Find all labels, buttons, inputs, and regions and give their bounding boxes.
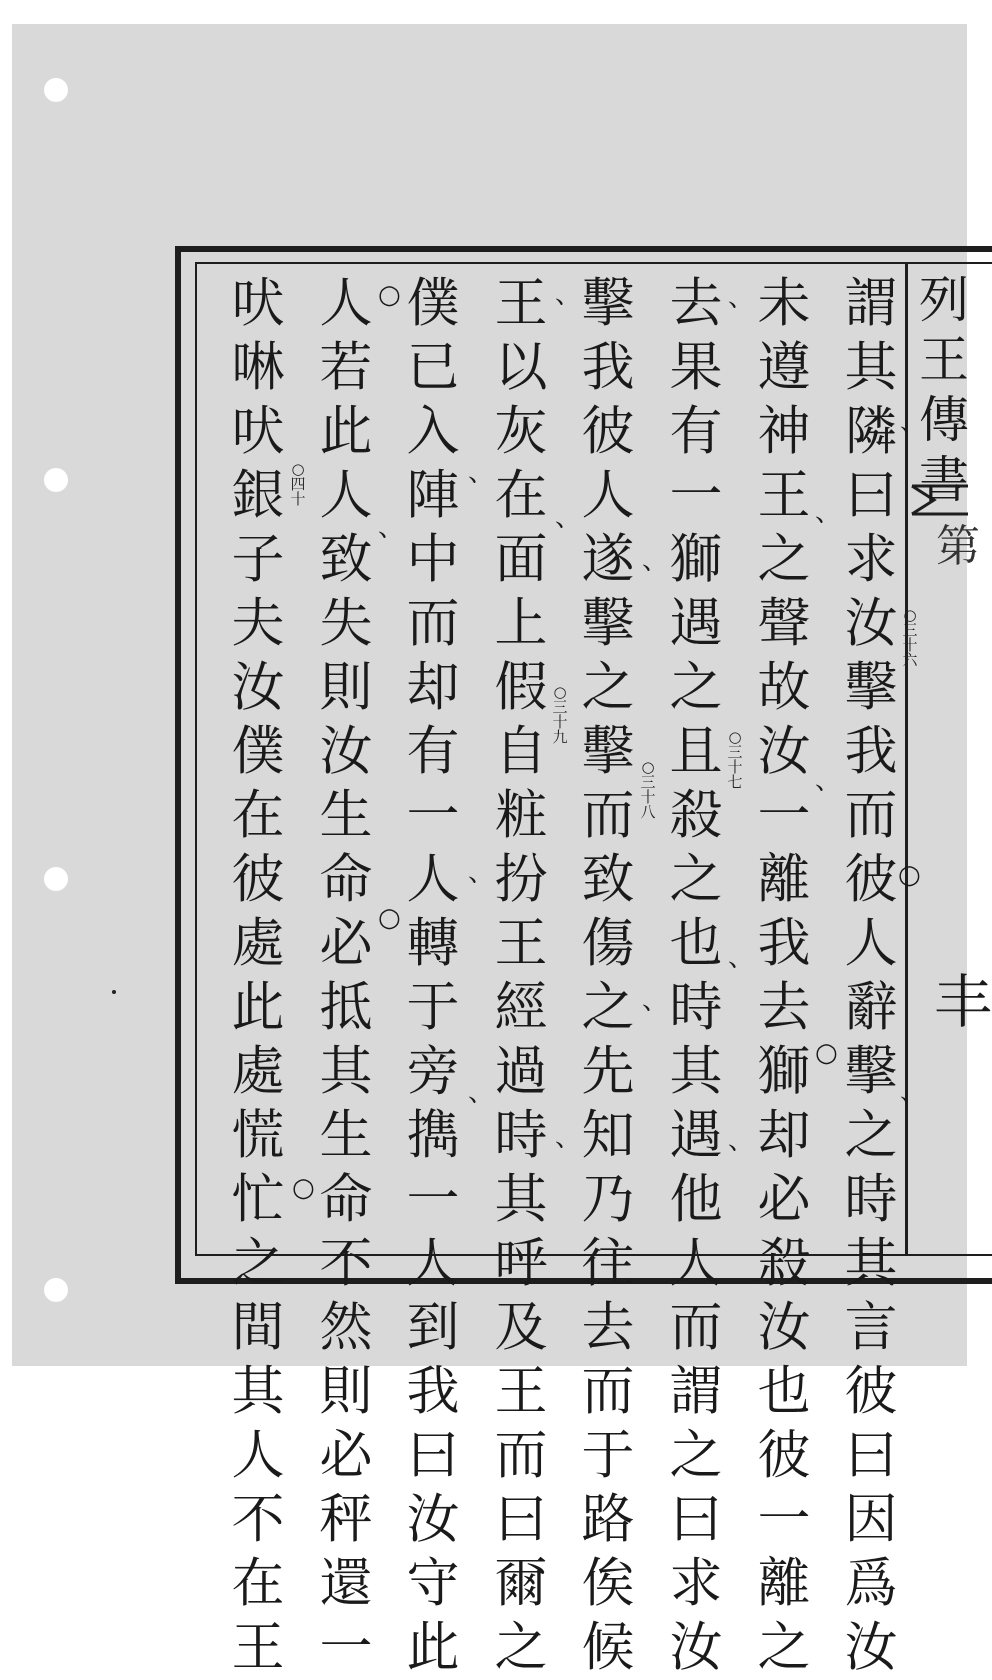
punctuation-circle: ○ xyxy=(898,860,921,890)
binder-hole xyxy=(44,1278,68,1302)
verse-number: ○三十六 xyxy=(902,606,918,669)
text-column: 擊我彼人遂擊之擊而致傷之先知乃往去而于路俟候 xyxy=(581,273,635,1678)
punctuation-dot: 、 xyxy=(642,546,669,576)
punctuation-circle: ○ xyxy=(378,280,401,310)
text-column: 王以灰在面上假自粧扮王經過時其呼及王而曰爾之 xyxy=(494,273,548,1678)
punctuation-dot: 、 xyxy=(728,1126,755,1156)
text-column: 僕已入陣中而却有一人轉于旁擕一人到我曰汝守此 xyxy=(406,273,460,1678)
punctuation-dot: 、 xyxy=(468,1078,495,1108)
punctuation-circle: ○ xyxy=(292,1173,315,1203)
text-column: 未遵神王之聲故汝一離我去獅却必殺汝也彼一離之 xyxy=(757,273,811,1678)
punctuation-circle: ○ xyxy=(378,903,401,933)
verse-number: ○三十八 xyxy=(640,758,656,821)
verse-number: ○四十 xyxy=(290,460,306,508)
page-number-fragment: 丰 xyxy=(934,968,992,1036)
binder-hole xyxy=(44,468,68,492)
text-column: 人若此人致失則汝生命必抵其生命不然則必秤還一 xyxy=(319,273,373,1678)
punctuation-dot: 、 xyxy=(728,943,755,973)
punctuation-dot: 、 xyxy=(555,280,582,310)
punctuation-dot: 、 xyxy=(642,986,669,1016)
text-column: 吠啉吠銀子夫汝僕在彼處此處慌忙之間其人不在王 xyxy=(231,273,285,1678)
verse-number: ○三十九 xyxy=(552,683,568,746)
verse-number: ○三十七 xyxy=(727,728,743,791)
punctuation-dot: 、 xyxy=(815,766,842,796)
punctuation-dot: 、 xyxy=(555,1123,582,1153)
punctuation-dot: 、 xyxy=(555,503,582,533)
binder-hole xyxy=(44,867,68,891)
speck xyxy=(112,990,116,994)
binder-hole xyxy=(44,78,68,102)
punctuation-dot: 、 xyxy=(468,458,495,488)
text-column: 謂其隣曰求汝擊我而彼人辭擊之時其言彼曰因爲汝 xyxy=(844,273,898,1678)
punctuation-dot: 、 xyxy=(728,283,755,313)
punctuation-dot: 、 xyxy=(378,513,405,543)
punctuation-dot: 、 xyxy=(900,1078,927,1108)
punctuation-dot: 、 xyxy=(900,408,927,438)
punctuation-circle: ○ xyxy=(815,1038,838,1068)
section-label-fragment: 第 xyxy=(936,521,980,572)
punctuation-dot: 、 xyxy=(815,498,842,528)
text-column: 去果有一獅遇之且殺之也時其遇他人而謂之曰求汝 xyxy=(669,273,723,1678)
running-title: 列王傳書 xyxy=(919,271,969,509)
punctuation-dot: 、 xyxy=(468,858,495,888)
